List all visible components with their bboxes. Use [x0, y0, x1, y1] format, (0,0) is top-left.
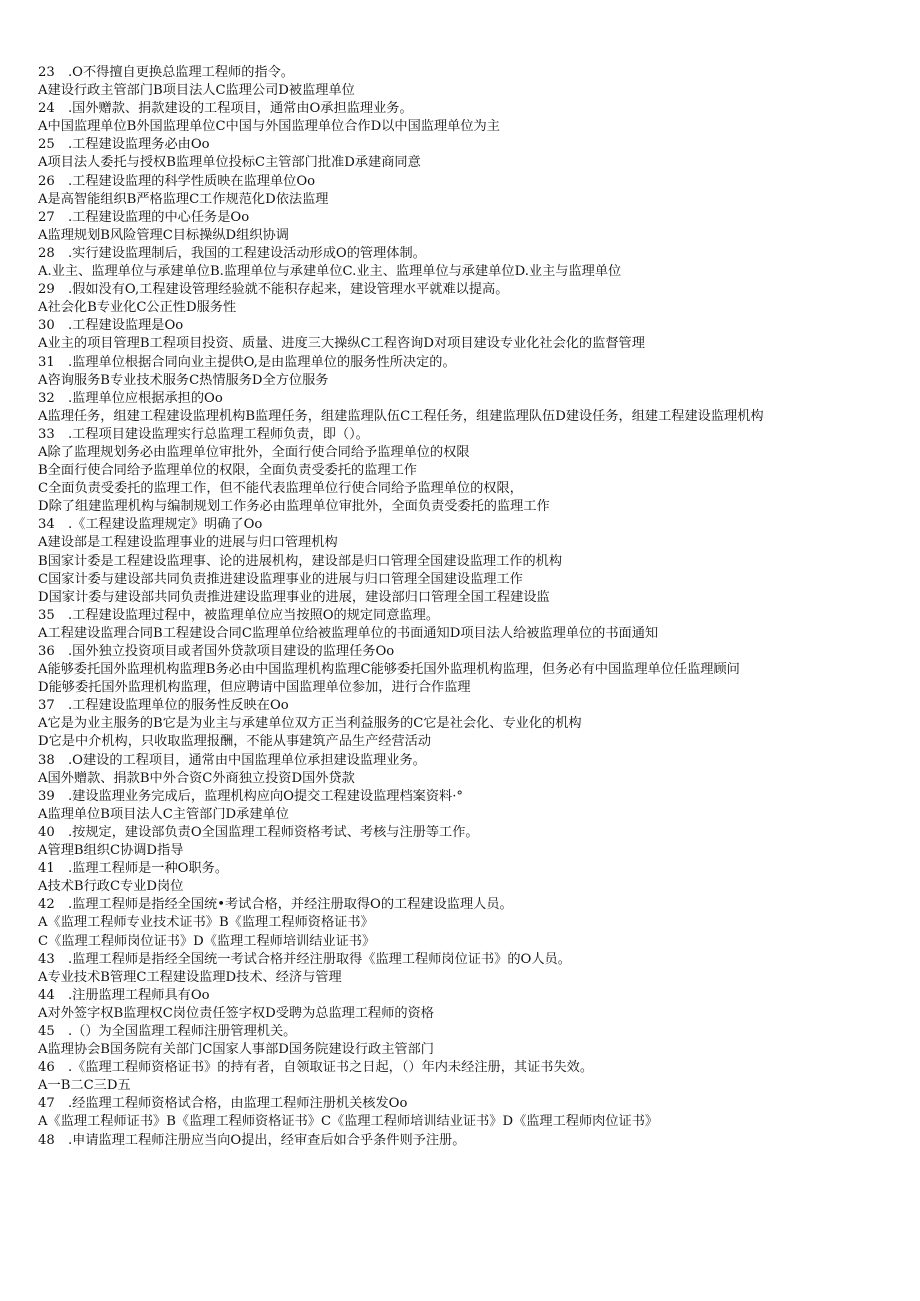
text-line: A它是为业主服务的B它是为业主与承建单位双方正当利益服务的C它是社会化、专业化的机构 [38, 716, 582, 732]
text-line: A中国监理单位B外国监理单位C中国与外国监理单位合作D以中国监理单位为主 [38, 119, 500, 135]
text-line: 41 .监理工程师是一种O职务。 [38, 861, 229, 877]
text-line: 29 .假如没有O,工程建设管理经验就不能积存起来，建设管理水平就难以提高。 [38, 282, 509, 298]
text-line: D能够委托国外监理机构监理，但应聘请中国监理单位参加，进行合作监理 [38, 680, 471, 696]
text-line: A除了监理规划务必由监理单位审批外，全面行使合同给予监理单位的权限 [38, 444, 470, 460]
text-line: A《监理工程师证书》B《监理工程师资格证书》C《监理工程师培训结业证书》D《监理工程师肉位证书》 [38, 1114, 659, 1130]
text-line: A能够委托国外监理机构监理B务必由中国监理机构监理C能够委托国外监理机构监理，但务必有中国监理单位任监理顾问 [38, 662, 740, 678]
text-line: A咨询服务B专业技术服务C热情服务D全方位服务 [38, 372, 329, 388]
text-line: 25 .工程建设监理务必由Oo [38, 137, 210, 153]
text-line: 34 .《工程建设监理规定》明确了Oo [38, 517, 263, 533]
text-line: 24 .国外赠款、捐款建设的工程项目，通常由O承担监理业务。 [38, 101, 413, 117]
text-line: 42 .监理工程师是指经全国统•考试合格，并经注册取得O的工程建设监理人员。 [38, 897, 513, 913]
text-line: 36 .国外独立投资项目或者国外贷款项目建设的监理任务Oo [38, 644, 395, 659]
text-line: 48 .申请监理工程师注册应当向O提出，经审查后如合乎条件则予注册。 [38, 1132, 466, 1148]
text-line: 27 .工程建设监理的中心任务是Oo [38, 209, 250, 225]
text-line: C国家计委与建设部共同负责推进建设监理事业的进展与归口管理全国建设监理工作 [38, 571, 523, 587]
text-line: A一B二C三D五 [38, 1078, 131, 1094]
text-line: B全面行使合同给予监理单位的权限，全面负责受委托的监理工作 [38, 463, 417, 479]
text-line: A技术B行政C专业D岗位 [38, 879, 184, 895]
text-line: 44 .注册监理工程师具有Oo [38, 987, 210, 1003]
text-line: 23 .O不得擅自更换总监理工程师的指令。 [38, 65, 294, 80]
text-line: 40 .按规定，建设部负责O全国监理工程师资格考试、考核与注册等工作。 [38, 824, 479, 840]
text-line: A监理协会B国务院有关部门C国家人事部D国务院建设行政主管部门 [38, 1042, 434, 1058]
text-line: 32 .监理单位应根据承担的Oo [38, 390, 223, 406]
text-line: A监理单位B项目法人C主管部门D承建单位 [38, 806, 289, 822]
text-line: 28 .实行建设监理制后，我国的工程建设活动形成O的管理体制。 [38, 245, 426, 261]
text-line: A监理规划B风险管理C目标操纵D组织协调 [38, 227, 289, 243]
text-line: A项目法人委托与授权B监理单位投标C主管部门批准D承建商同意 [38, 155, 421, 171]
text-line: A对外签字权B监理权C岗位责任签字权D受聘为总监理工程师的资格 [38, 1005, 434, 1021]
text-line: A.业主、监理单位与承建单位B.监理单位与承建单位C.业主、监理单位与承建单位D.业主与监理单位 [38, 264, 622, 280]
text-line: A专业技术B管理C工程建设监理D技术、经济与管理 [38, 969, 342, 985]
text-line: 30 .工程建设监理是Oo [38, 318, 184, 334]
text-line: D国家计委与建设部共同负责推进建设监理事业的进展，建设部归口管理全国工程建设监 [38, 589, 550, 605]
text-line: A管理B组织C协调D指导 [38, 843, 184, 859]
text-line: 46 .《监理工程师资格证书》的持有者，自领取证书之日起，（）年内未经注册，其证书失效。 [38, 1060, 594, 1076]
text-line: D它是中介机构，只收取监理报酬，不能从事建筑产品生产经营活动 [38, 734, 432, 750]
text-line: 45 .（）为全国监理工程师注册管理机关。 [38, 1023, 297, 1039]
text-line: C全面负责受委托的监理工作，但不能代表监理单位行使合同给予监理单位的权限， [38, 481, 523, 497]
text-line: 35 .工程建设监理过程中，被监理单位应当按照O的规定同意监理。 [38, 607, 440, 623]
text-line: 43 .监理工程师是指经全国统一考试合格并经注册取得《监理工程师岗位证书》的O人员。 [38, 951, 571, 967]
text-line: 31 .监理单位根据合同向业主提供O,是由监理单位的服务性所决定的。 [38, 354, 456, 370]
text-line: 39 .建设监理业务完成后，监理机构应向O提交工程建设监理档案资料·° [38, 788, 464, 804]
text-line: 38 .O建设的工程项目，通常由中国监理单位承担建设监理业务。 [38, 752, 426, 768]
text-line: 47 .经监理工程师资格试合格，由监理工程师注册机关核发Oo [38, 1096, 408, 1112]
text-line: A建设行政主管部门B项目法人C监理公司D被监理单位 [38, 83, 355, 99]
text-line: A工程建设监理合同B工程建设合同C监理单位给被监理单位的书面通知D项目法人给被监理单位的书面通知 [38, 625, 659, 641]
text-line: A监理任务，组建工程建设监理机构B监理任务，组建监理队伍C工程任务，组建监理队伍D建设任务，组建工程建设监理机构 [38, 408, 764, 424]
text-line: 33 .工程项目建设监理实行总监理工程师负责，即（）。 [38, 426, 369, 442]
text-line: A建设部是工程建设监理事业的进展与归口管理机构 [38, 535, 338, 551]
document-page [38, 64, 888, 1150]
text-line: 37 .工程建设监理单位的服务性反映在Oo [38, 698, 289, 714]
text-line: A业主的项目管理B工程项目投资、质量、进度三大操纵C工程咨询D对项目建设专业化社会化的监督管理 [38, 336, 645, 352]
text-line: C《监理工程师岗位证书》D《监理工程师培训结业证书》 [38, 933, 376, 949]
text-line: A社会化B专业化C公正性D服务性 [38, 300, 237, 316]
text-line: A国外赠款、捐款B中外合资C外商独立投资D国外贷款 [38, 770, 355, 786]
text-line: D除了组建监理机构与编制规划工作务必由监理单位审批外，全面负责受委托的监理工作 [38, 499, 550, 515]
text-line: A是高智能组织B严格监理C工作规范化D依法监理 [38, 191, 329, 207]
text-line: B国家计委是工程建设监理事、论的进展机构，建设部是归口管理全国建设监理工作的机构 [38, 553, 562, 569]
text-line: 26 .工程建设监理的科学性质映在监理单位Oo [38, 173, 316, 189]
text-line: A《监理工程师专业技术证书》B《监理工程师资格证书》 [38, 915, 374, 931]
